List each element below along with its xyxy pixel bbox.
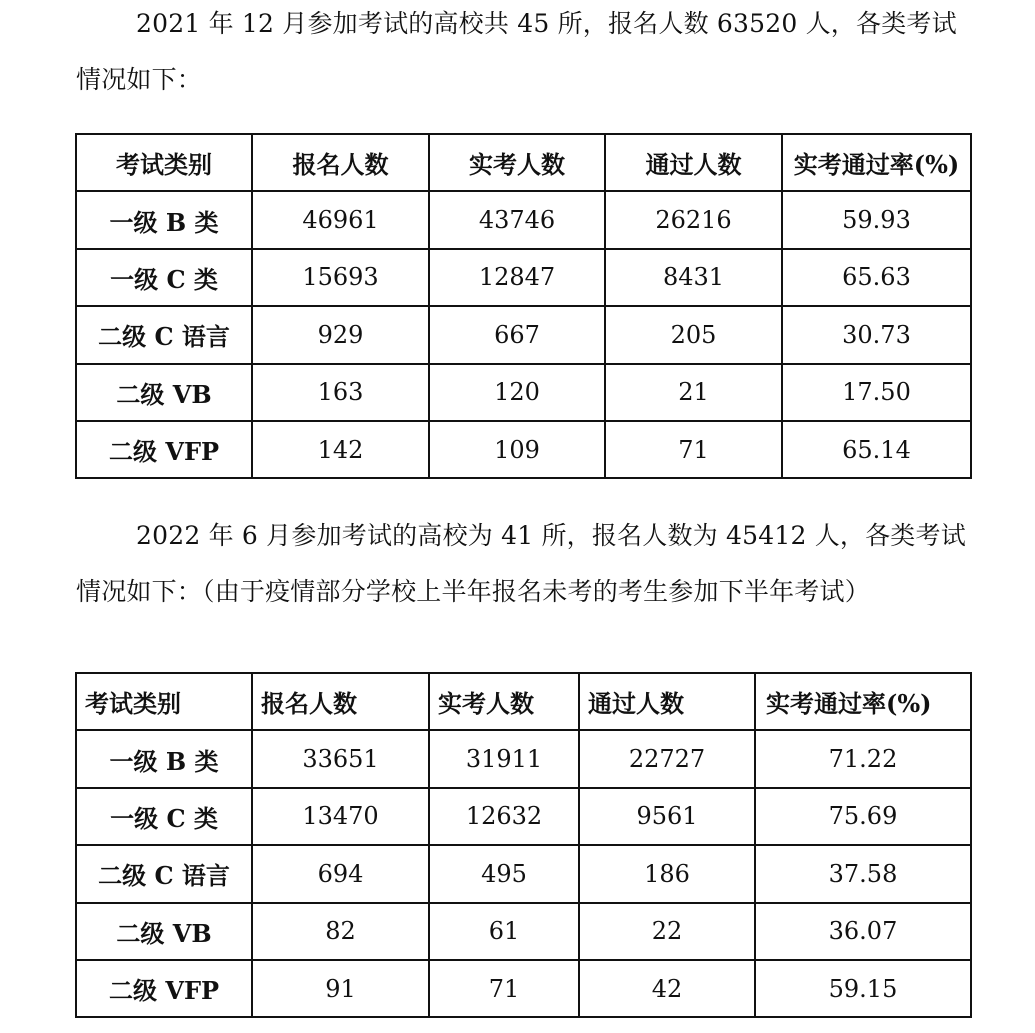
cell-attended: 12632 xyxy=(429,788,579,845)
cell-passed: 186 xyxy=(579,845,755,902)
cell-pass-rate: 59.93 xyxy=(782,191,971,248)
cell-attended: 120 xyxy=(429,364,605,421)
cell-pass-rate: 30.73 xyxy=(782,306,971,363)
cell-pass-rate: 36.07 xyxy=(755,903,971,960)
intro-paragraph-2021 xyxy=(76,0,976,108)
cell-registered: 82 xyxy=(252,903,429,960)
cell-category: 二级 C 语言 xyxy=(76,845,252,902)
cell-registered: 163 xyxy=(252,364,429,421)
cell-category: 一级 B 类 xyxy=(76,730,252,787)
cell-attended: 495 xyxy=(429,845,579,902)
table-row xyxy=(76,421,971,478)
header-pass-rate: 实考通过率(%) xyxy=(755,673,971,730)
table-row xyxy=(76,788,971,845)
cell-category: 二级 VB xyxy=(76,903,252,960)
cell-category: 一级 B 类 xyxy=(76,191,252,248)
cell-category: 二级 VFP xyxy=(76,960,252,1017)
cell-attended: 109 xyxy=(429,421,605,478)
intro-paragraph-2021-text: 2021 年 12 月参加考试的高校共 45 所，报名人数 63520 人，各类考试情况如下： xyxy=(76,9,957,94)
table-row xyxy=(76,903,971,960)
cell-attended: 43746 xyxy=(429,191,605,248)
intro-paragraph-2022-text: 2022 年 6 月参加考试的高校为 41 所，报名人数为 45412 人，各类考试情况如下：（由于疫情部分学校上半年报名未考的考生参加下半年考试） xyxy=(76,521,966,606)
cell-pass-rate: 59.15 xyxy=(755,960,971,1017)
cell-passed: 71 xyxy=(605,421,782,478)
cell-registered: 694 xyxy=(252,845,429,902)
cell-pass-rate: 17.50 xyxy=(782,364,971,421)
cell-passed: 22727 xyxy=(579,730,755,787)
cell-registered: 13470 xyxy=(252,788,429,845)
cell-category: 一级 C 类 xyxy=(76,249,252,306)
header-registered: 报名人数 xyxy=(252,134,429,191)
header-category: 考试类别 xyxy=(76,134,252,191)
cell-passed: 21 xyxy=(605,364,782,421)
cell-attended: 61 xyxy=(429,903,579,960)
table-row xyxy=(76,306,971,363)
header-passed: 通过人数 xyxy=(605,134,782,191)
cell-registered: 142 xyxy=(252,421,429,478)
cell-pass-rate: 37.58 xyxy=(755,845,971,902)
table-header-row xyxy=(76,673,971,730)
cell-pass-rate: 65.63 xyxy=(782,249,971,306)
table-row xyxy=(76,960,971,1017)
table-row xyxy=(76,249,971,306)
cell-category: 二级 VB xyxy=(76,364,252,421)
table-row xyxy=(76,364,971,421)
cell-passed: 8431 xyxy=(605,249,782,306)
cell-passed: 22 xyxy=(579,903,755,960)
cell-passed: 9561 xyxy=(579,788,755,845)
intro-paragraph-2022 xyxy=(76,508,976,620)
cell-pass-rate: 71.22 xyxy=(755,730,971,787)
exam-stats-table-2021 xyxy=(75,133,972,479)
cell-registered: 46961 xyxy=(252,191,429,248)
cell-passed: 205 xyxy=(605,306,782,363)
cell-registered: 929 xyxy=(252,306,429,363)
exam-stats-table-2022 xyxy=(75,672,972,1018)
cell-attended: 12847 xyxy=(429,249,605,306)
header-attended: 实考人数 xyxy=(429,673,579,730)
cell-pass-rate: 75.69 xyxy=(755,788,971,845)
header-attended: 实考人数 xyxy=(429,134,605,191)
cell-attended: 31911 xyxy=(429,730,579,787)
table-row xyxy=(76,730,971,787)
cell-pass-rate: 65.14 xyxy=(782,421,971,478)
cell-category: 一级 C 类 xyxy=(76,788,252,845)
header-pass-rate: 实考通过率(%) xyxy=(782,134,971,191)
header-registered: 报名人数 xyxy=(252,673,429,730)
cell-registered: 91 xyxy=(252,960,429,1017)
cell-registered: 15693 xyxy=(252,249,429,306)
table-row xyxy=(76,845,971,902)
cell-registered: 33651 xyxy=(252,730,429,787)
cell-category: 二级 C 语言 xyxy=(76,306,252,363)
header-category: 考试类别 xyxy=(76,673,252,730)
cell-category: 二级 VFP xyxy=(76,421,252,478)
cell-attended: 71 xyxy=(429,960,579,1017)
table-header-row xyxy=(76,134,971,191)
header-passed: 通过人数 xyxy=(579,673,755,730)
table-row xyxy=(76,191,971,248)
cell-passed: 26216 xyxy=(605,191,782,248)
cell-passed: 42 xyxy=(579,960,755,1017)
cell-attended: 667 xyxy=(429,306,605,363)
